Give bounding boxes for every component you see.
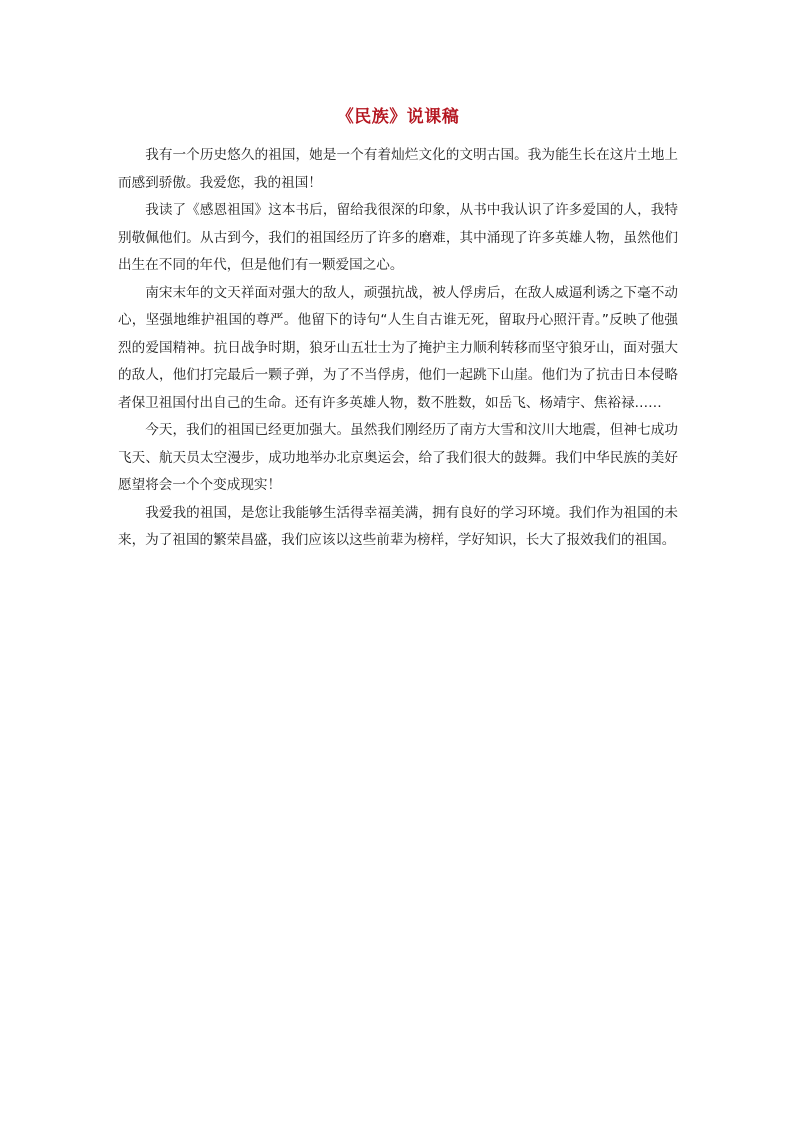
paragraph-1: 我有一个历史悠久的祖国，她是一个有着灿烂文化的文明古国。我为能生长在这片土地上而感到骄傲。我爱您，我的祖国！ <box>118 147 678 191</box>
paragraph-2: 我读了《感恩祖国》这本书后，留给我很深的印象，从书中我认识了许多爱国的人，我特别敬佩他们。从古到今，我们的祖国经历了许多的磨难，其中涌现了许多英雄人物，虽然他们出生在不同的年代，但是他们有一颗爱国之心。 <box>118 202 678 273</box>
document-body <box>118 104 678 555</box>
document-title: 《民族》说课稿 <box>336 107 460 127</box>
paragraph-5: 我爱我的祖国，是您让我能够生活得幸福美满，拥有良好的学习环境。我们作为祖国的未来，为了祖国的繁荣昌盛，我们应该以这些前辈为榜样，学好知识，长大了报效我们的祖国。 <box>118 504 678 548</box>
paragraph-4: 今天，我们的祖国已经更加强大。虽然我们刚经历了南方大雪和汶川大地震，但神七成功飞天、航天员太空漫步，成功地举办北京奥运会，给了我们很大的鼓舞。我们中华民族的美好愿望将会一个个变成现实！ <box>118 422 678 493</box>
paragraph-3: 南宋末年的文天祥面对强大的敌人，顽强抗战，被人俘虏后，在敌人威逼利诱之下毫不动心，坚强地维护祖国的尊严。他留下的诗句“人生自古谁无死，留取丹心照汗青。”反映了他强烈的爱国精神。抗日战争时期，狼牙山五壮士为了掩护主力顺利转移而坚守狼牙山，面对强大的敌人，他们打完最后一颗子弹，为了不当俘虏，他们一起跳下山崖。他们为了抗击日本侵略者保卫祖国付出自己的生命。还有许多英雄人物，数不胜数，如岳飞、杨靖宇、焦裕禄…… <box>118 284 678 411</box>
